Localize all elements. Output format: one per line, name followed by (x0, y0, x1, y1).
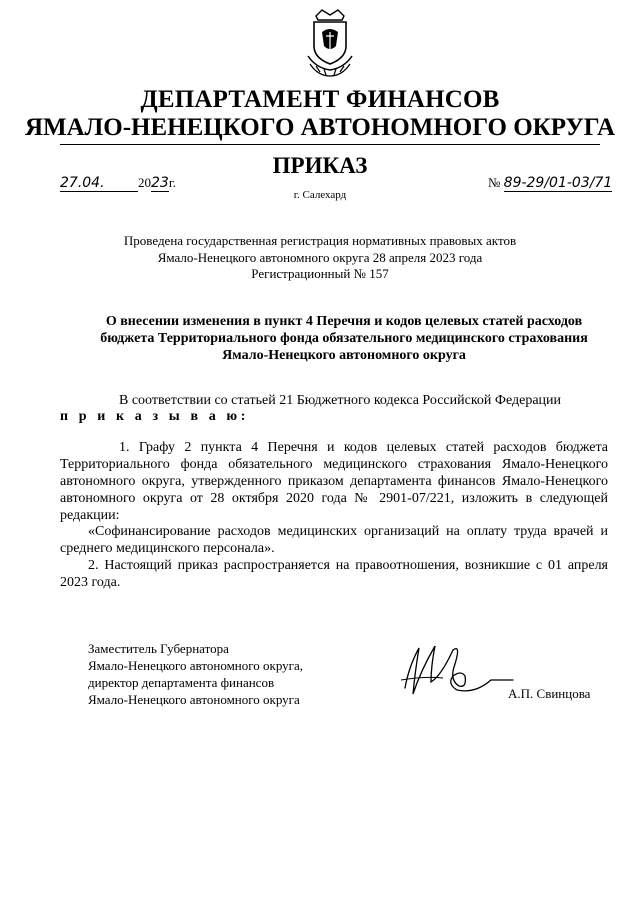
signatory-line1: Заместитель Губернатора (88, 641, 229, 656)
signatory-line3: директор департамента финансов (88, 675, 275, 690)
number-label: № (488, 175, 501, 190)
number-handwritten: 89-29/01-03/71 (503, 175, 613, 191)
registration-line3: Регистрационный № 157 (251, 266, 389, 281)
signatory-name: А.П. Свинцова (508, 686, 591, 701)
item1-paragraph: 1. Графу 2 пункта 4 Перечня и кодов целевых статей расходов бюджета Территориального фонда обязательного медицинского страхования Ямало-Ненецкого автономного округа, утвержденного приказом департамента финансов Ямало-Ненецкого автономного округа от 28 октября 2020 года № 2901-07/221, изложить в следующей редакции: (60, 440, 608, 523)
year-handwritten: 23 (151, 175, 169, 191)
signatory-line4: Ямало-Ненецкого автономного округа (88, 692, 300, 707)
department-name-line2: ЯМАЛО-НЕНЕЦКОГО АВТОНОМНОГО ОКРУГА (24, 114, 616, 141)
order-word: п р и к а з ы в а ю: (60, 409, 249, 424)
document-type-title: ПРИКАЗ (272, 153, 368, 178)
header-divider (60, 144, 600, 145)
signatory-line2: Ямало-Ненецкого автономного округа, (88, 658, 304, 673)
signatory-block (88, 640, 303, 708)
order-title: О внесении изменения в пункт 4 Перечня и кодов целевых статей расходов бюджета Территориального фонда обязательного медицинского страхования Ямало-Ненецкого автономного округа (100, 314, 588, 363)
basis-paragraph: В соответствии со статьей 21 Бюджетного кодекса Российской Федерации (119, 393, 562, 408)
handwritten-signature (395, 636, 515, 708)
city-label: г. Салехард (293, 189, 347, 201)
coat-of-arms-emblem (302, 6, 358, 80)
year-suffix: г. (168, 175, 176, 190)
registration-line2: Ямало-Ненецкого автономного округа 28 апреля 2023 года (157, 249, 483, 265)
registration-note (0, 233, 640, 283)
item1-quote-paragraph: «Софинансирование расходов медицинских организаций на оплату труда врачей и среднего медицинского персонала». (60, 524, 608, 556)
department-name-line1: ДЕПАРТАМЕНТ ФИНАНСОВ (140, 86, 500, 113)
item2-paragraph: 2. Настоящий приказ распространяется на правоотношения, возникшие с 01 апреля 2023 года. (60, 558, 608, 590)
date-handwritten: 27.04. (60, 175, 138, 192)
year-prefix: 20 (138, 175, 151, 190)
registration-line1: Проведена государственная регистрация нормативных правовых актов (123, 233, 517, 248)
